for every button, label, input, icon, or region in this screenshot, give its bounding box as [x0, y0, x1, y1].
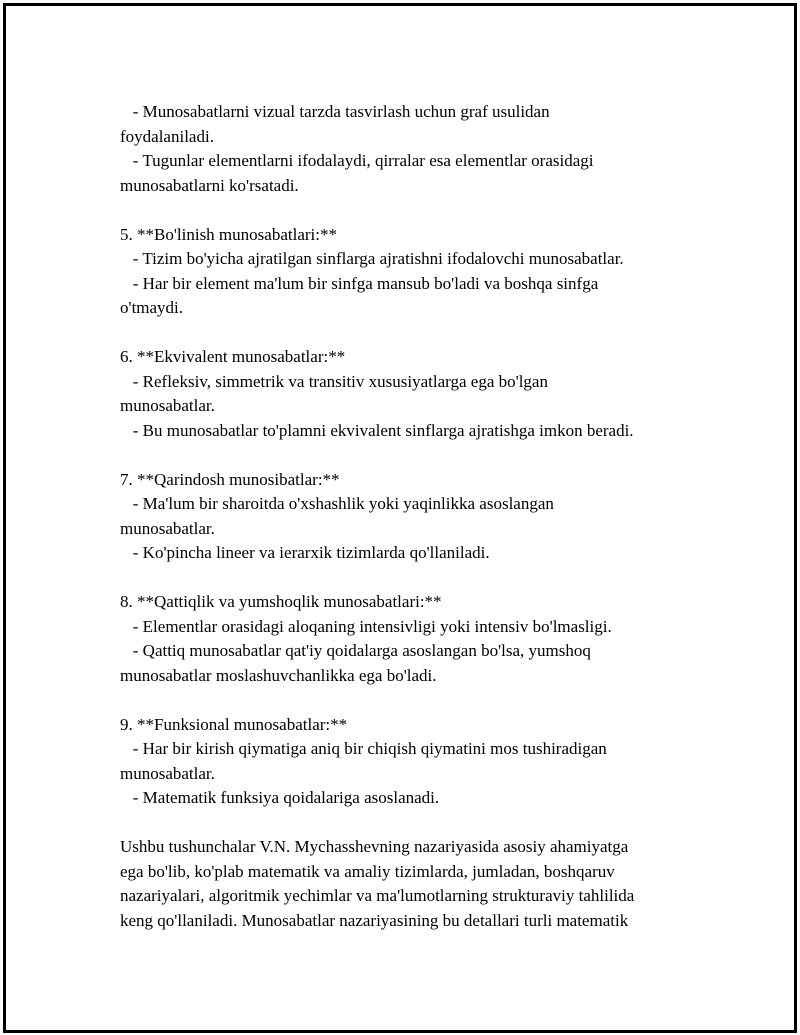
document-body: [120, 100, 700, 933]
section-heading-7: 7. **Qarindosh munosibatlar:**: [120, 469, 340, 489]
text-line: o'tmaydi.: [120, 298, 184, 317]
section-heading-6: 6. **Ekvivalent munosabatlar:**: [120, 347, 346, 366]
text-line: munosabatlar moslashuvchanlikka ega bo'ladi.: [120, 665, 437, 685]
text-line: - Tugunlar elementlarni ifodalaydi, qirralar esa elementlar orasidagi: [120, 151, 594, 170]
text-line: munosabatlar.: [120, 763, 215, 783]
text-line: munosabatlar.: [120, 396, 215, 415]
closing-paragraph-line: keng qo'llaniladi. Munosabatlar nazariyasining bu detallari turli matematik: [120, 910, 629, 930]
text-line: foydalaniladi.: [120, 126, 214, 146]
section-heading-8: 8. **Qattiqlik va yumshoqlik munosabatlari:**: [120, 592, 442, 611]
blank-line: [120, 688, 700, 713]
text-line: - Refleksiv, simmetrik va transitiv xususiyatlarga ega bo'lgan: [120, 371, 548, 391]
text-line: - Bu munosabatlar to'plamni ekvivalent sinflarga ajratishga imkon beradi.: [120, 420, 634, 440]
text-line: munosabatlarni ko'rsatadi.: [120, 175, 299, 195]
text-line: - Har bir kirish qiymatiga aniq bir chiqish qiymatini mos tushiradigan: [120, 739, 607, 758]
text-line: - Ko'pincha lineer va ierarxik tizimlarda qo'llaniladi.: [120, 543, 490, 562]
blank-line: [120, 811, 700, 836]
blank-line: [120, 566, 700, 591]
blank-line: [120, 198, 700, 223]
document-page: [3, 3, 797, 1033]
section-heading-9: 9. **Funksional munosabatlar:**: [120, 714, 348, 734]
text-line: - Qattiq munosabatlar qat'iy qoidalarga asoslangan bo'lsa, yumshoq: [120, 641, 591, 660]
text-line: - Har bir element ma'lum bir sinfga mansub bo'ladi va boshqa sinfga: [120, 273, 599, 293]
text-line: munosabatlar.: [120, 518, 215, 538]
text-line: - Tizim bo'yicha ajratilgan sinflarga ajratishni ifodalovchi munosabatlar.: [120, 249, 624, 268]
text-line: - Ma'lum bir sharoitda o'xshashlik yoki yaqinlikka asoslangan: [120, 494, 554, 513]
blank-line: [120, 443, 700, 468]
closing-paragraph-line: ega bo'lib, ko'plab matematik va amaliy tizimlarda, jumladan, boshqaruv: [120, 861, 615, 881]
section-heading-5: 5. **Bo'linish munosabatlari:**: [120, 224, 337, 244]
closing-paragraph-line: Ushbu tushunchalar V.N. Mychasshevning nazariyasida asosiy ahamiyatga: [120, 837, 629, 856]
blank-line: [120, 321, 700, 346]
text-line: - Munosabatlarni vizual tarzda tasvirlash uchun graf usulidan: [120, 102, 550, 121]
text-line: - Elementlar orasidagi aloqaning intensivligi yoki intensiv bo'lmasligi.: [120, 616, 612, 636]
closing-paragraph-line: nazariyalari, algoritmik yechimlar va ma'lumotlarning strukturaviy tahlilida: [120, 886, 635, 905]
text-line: - Matematik funksiya qoidalariga asoslanadi.: [120, 788, 440, 807]
